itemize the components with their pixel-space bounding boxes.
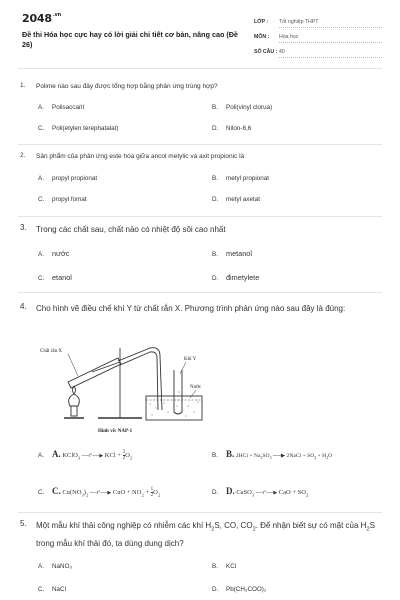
label-gas-y: Khí Y xyxy=(184,357,197,362)
meta-class: LỚP : Tốt nghiệp THPT xyxy=(254,17,382,32)
label-solid-x: Chất rắn X xyxy=(40,349,62,354)
option-a[interactable]: A. propyl propionat xyxy=(38,175,98,182)
divider xyxy=(18,68,382,69)
meta-subject: MÔN : Hóa học xyxy=(254,32,382,47)
option-c[interactable]: C. NaCl xyxy=(38,586,66,593)
option-b[interactable]: B. metyl propionat xyxy=(212,175,270,182)
option-b[interactable]: B. B. $2HCl + Na_2SO_3$ ──▶ 2NaCl + $SO_2 + H_2O$ xyxy=(212,449,333,461)
option-b[interactable]: B. metanol xyxy=(212,249,252,258)
figure-caption: Hình vẽ: NAP-1 xyxy=(98,429,133,434)
question-1: 1. Polime nào sau đây được tổng hợp bằng phản ứng trùng hợp? A. Polisaccarit B. Poli(vinyl clorua) C. Poli(etylen terephatalat) D. Nilon-6,6 xyxy=(20,82,273,132)
option-a[interactable]: A. NaNO₃ xyxy=(38,563,73,570)
option-c[interactable]: C. etanol xyxy=(38,273,72,282)
option-c[interactable]: C. Poli(etylen terephatalat) xyxy=(38,125,119,132)
question-3: 3. Trong các chất sau, chất nào có nhiệt độ sôi cao nhất A. nước B. metanol C. etanol D. đimetylete xyxy=(20,223,260,282)
document-title: Đề thi Hóa học cực hay có lời giải chi tiết cơ bản, nâng cao (Đề 26) xyxy=(22,30,238,49)
apparatus-diagram xyxy=(38,340,218,440)
label-water: Nước xyxy=(190,385,202,390)
question-2: 2. Sản phẩm của phản ứng este hóa giữa ancol metylic và axit propionic là A. propyl propionat B. metyl propionat C. propyl fomat D. metyl axetat xyxy=(20,152,270,203)
question-5-text: Một mẫu khí thải công nghiệp có nhiễm các khí $H_2S$, CO, $CO_2$. Để nhận biết sự có mặt của $H_2S$ trong mẫu khí thải đó, ta dùng dung dịch? xyxy=(36,521,375,548)
header xyxy=(22,12,382,60)
option-a[interactable]: A. Polisaccarit xyxy=(38,104,85,111)
question-4: 4. Cho hình vẽ điều chế khí Y từ chất rắn X. Phương trình phản ứng nào sau đây là đúng: xyxy=(20,302,346,313)
divider xyxy=(18,144,382,145)
option-d[interactable]: D. metyl axetat xyxy=(212,196,260,203)
option-d[interactable]: D. Nilon-6,6 xyxy=(212,125,252,132)
option-d[interactable]: D. đimetylete xyxy=(212,273,260,282)
divider xyxy=(18,216,382,217)
apparatus-figure xyxy=(38,340,218,440)
option-b[interactable]: B. Poli(vinyl clorua) xyxy=(212,104,273,111)
divider xyxy=(18,292,382,293)
option-a[interactable]: A. nước xyxy=(38,249,70,258)
option-b[interactable]: B. KCl xyxy=(212,563,237,570)
meta-count: SỐ CÂU : 40 xyxy=(254,47,382,62)
option-d[interactable]: D. Pb(CH₃COO)₂ xyxy=(212,586,267,593)
option-c[interactable]: C. C. $Cu(NO_3)_2$ ──t°──▶ CuO + $NO_2$ + $\frac{1}{2}$ $O_2$ xyxy=(38,486,161,499)
meta-info xyxy=(254,17,382,62)
question-5: 5. Một mẫu khí thải công nghiệp có nhiễm các khí $H_2S$, CO, $CO_2$. Để nhận biết sự có mặt của $H_2S$ trong mẫu khí thải đó, ta dùng dung dịch? A. NaNO₃ B. KCl C. NaCl D. Pb(CH₃COO)₂ xyxy=(18,519,382,599)
divider xyxy=(18,512,382,513)
option-c[interactable]: C. propyl fomat xyxy=(38,196,87,203)
option-d[interactable]: D. D. CaSO$_3$ ──t°──▶ CaO + $SO_2$ xyxy=(212,486,309,498)
option-a[interactable]: A. A. KClO$_3$ ──t°──▶ KCl + $\frac{3}{2}$ $O_2$ xyxy=(38,449,133,462)
logo[interactable]: $2048^{.vn}$ xyxy=(22,12,61,25)
